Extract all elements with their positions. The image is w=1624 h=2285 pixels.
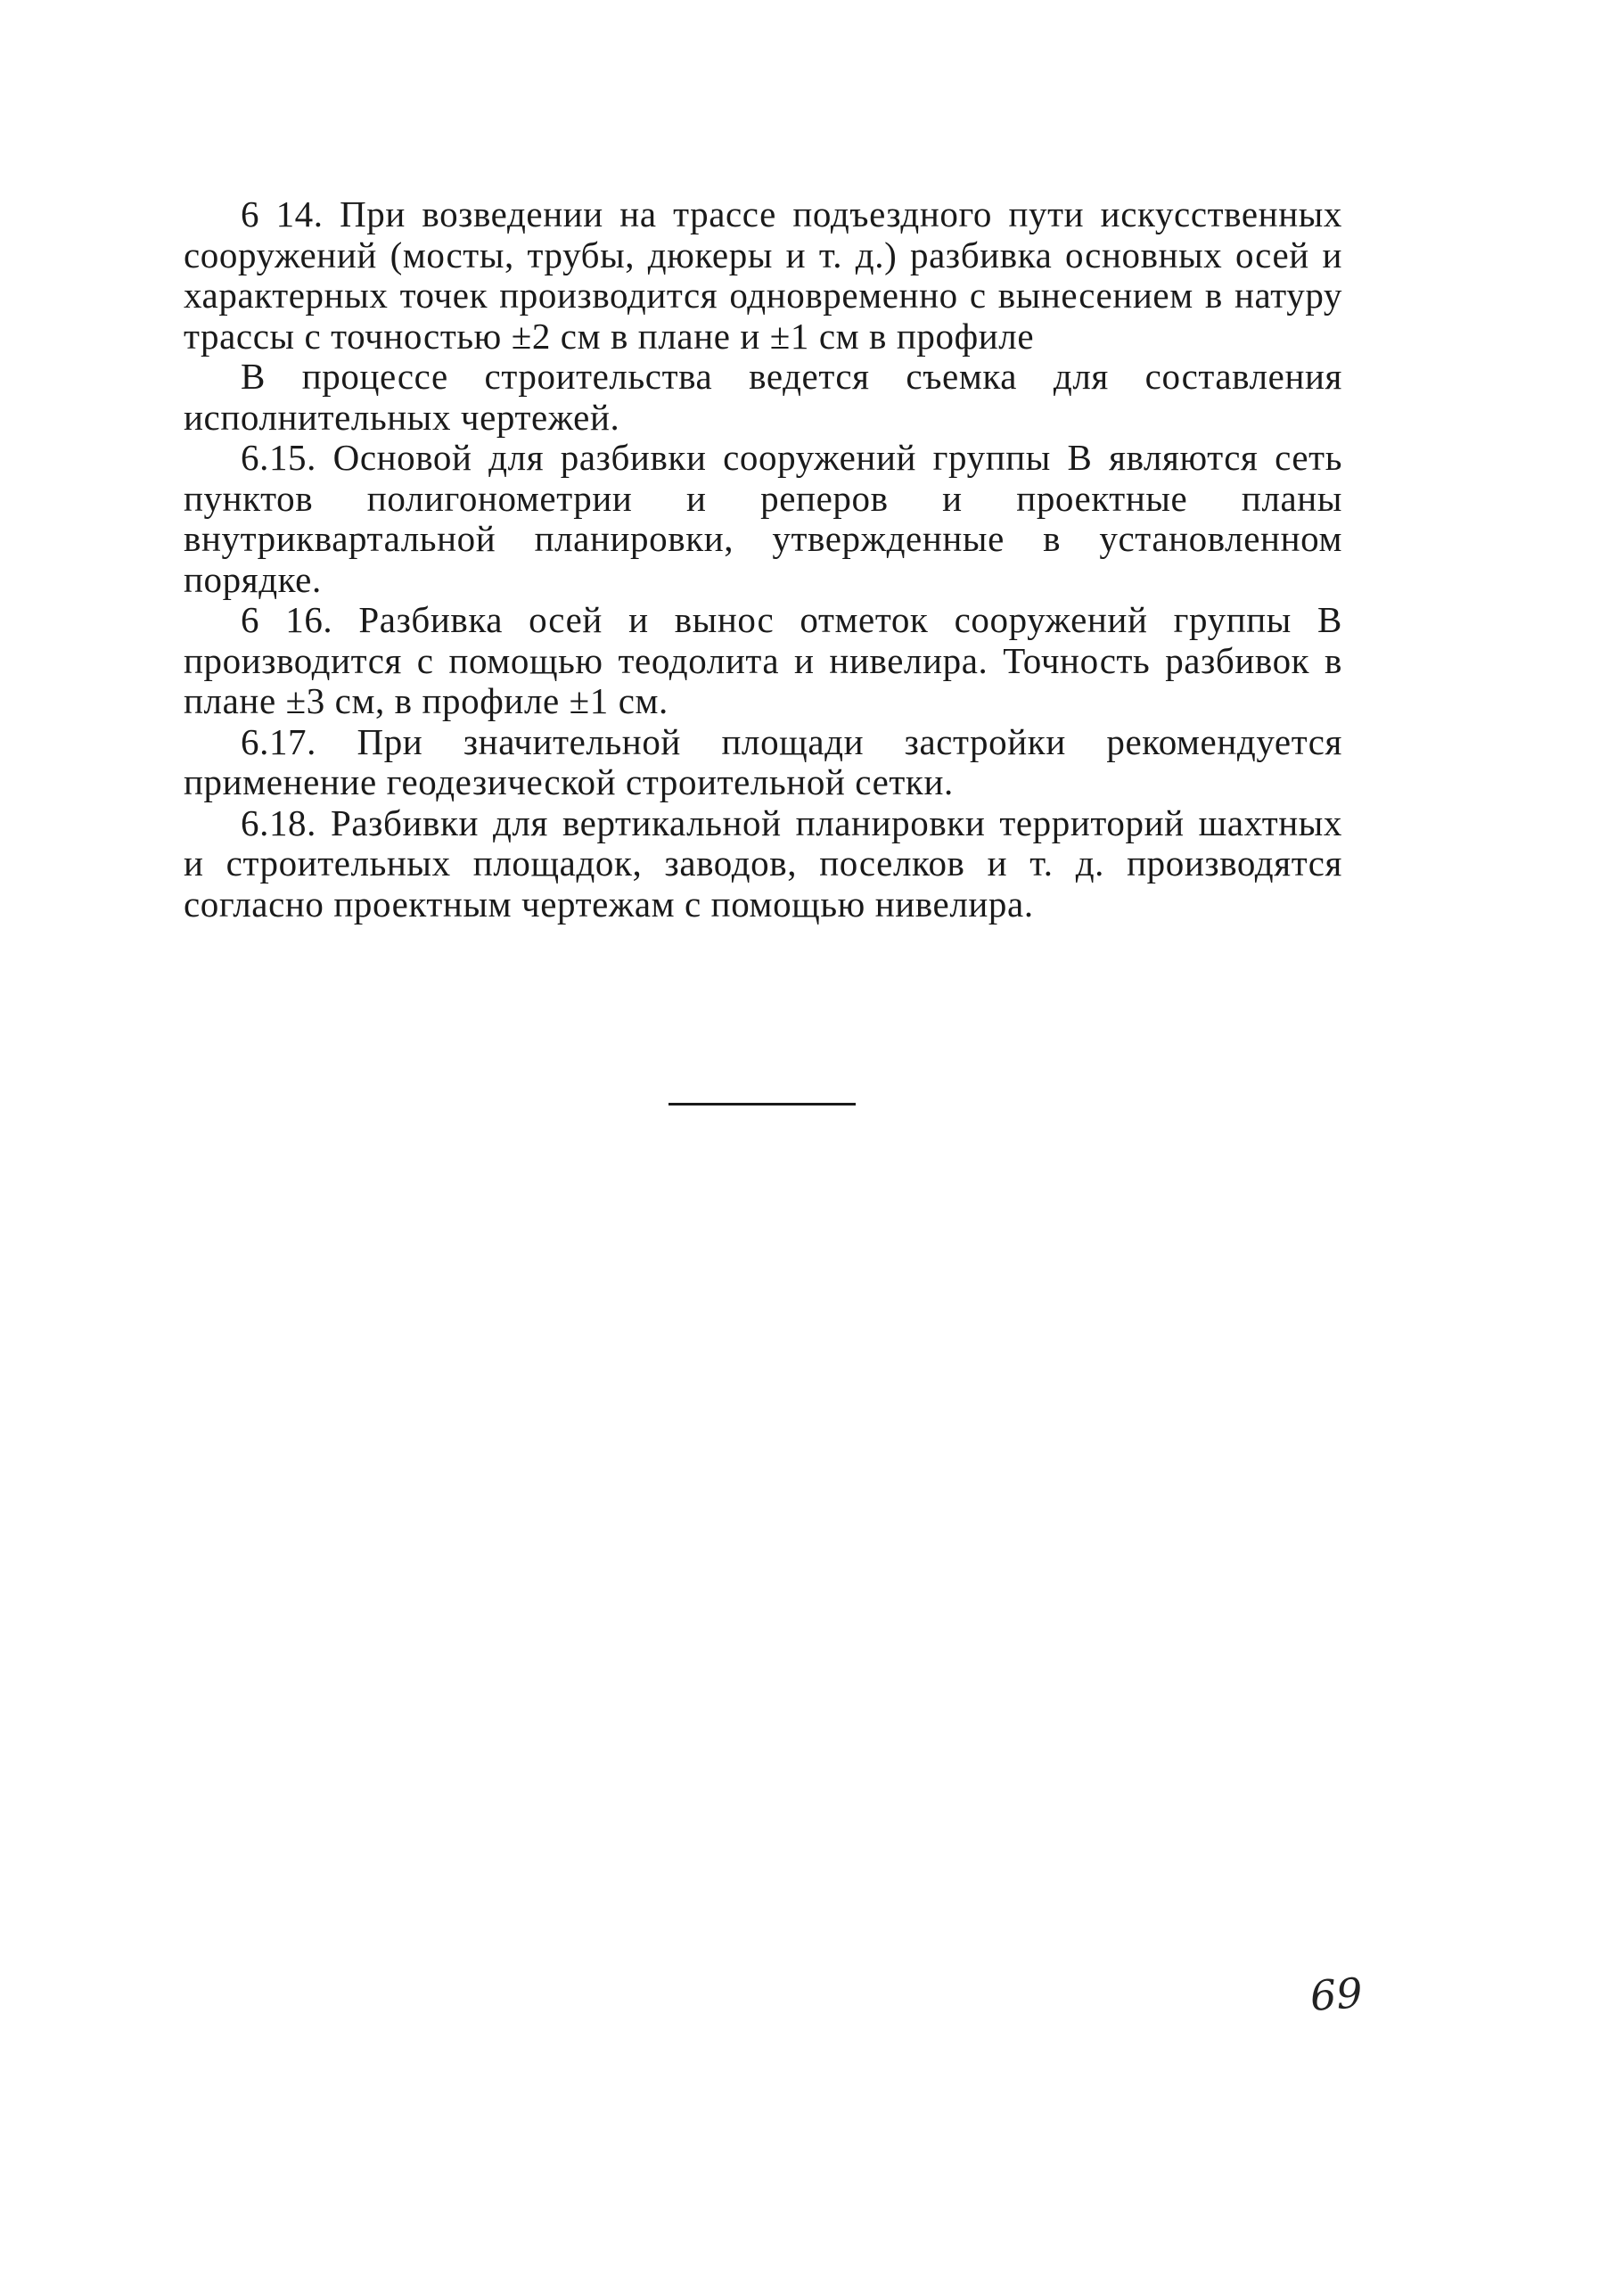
section-end-rule (668, 1103, 856, 1106)
page-number: 69 (1308, 1969, 1365, 2020)
body-text (184, 194, 1342, 925)
paragraph-6-18: 6.18. Разбивки для вертикальной планировки территорий шахтных и строительных площадок, заводов, поселков и т. д. производятся согласно проектным чертежам с помощью нивелира. (184, 801, 1342, 925)
paragraph-6-14-continued: В процессе строительства ведется съемка для составления исполнительных чертежей. (184, 356, 1342, 438)
paragraph-6-16: 6 16. Разбивка осей и вынос отметок сооружений группы В производится с помощью теодолита и нивелира. Точность разбивок в плане ±3 см, в профиле ±1 см. (184, 599, 1342, 721)
paragraph-6-14: 6 14. При возведении на трассе подъездного пути искусственных сооружений (мосты, трубы, дюкеры и т. д.) разбивка основных осей и характерных точек производится одновременно с вынесением в натуру трассы с точностью ±2 см в плане и ±1 см в профиле (184, 193, 1342, 357)
paragraph-6-15: 6.15. Основой для разбивки сооружений группы В являются сеть пунктов полигонометрии и реперов и проектные планы внутриквартальной планировки, утвержденные в установленном порядке. (184, 437, 1342, 600)
paragraph-6-17: 6.17. При значительной площади застройки рекомендуется применение геодезической строительной сетки. (184, 720, 1342, 802)
